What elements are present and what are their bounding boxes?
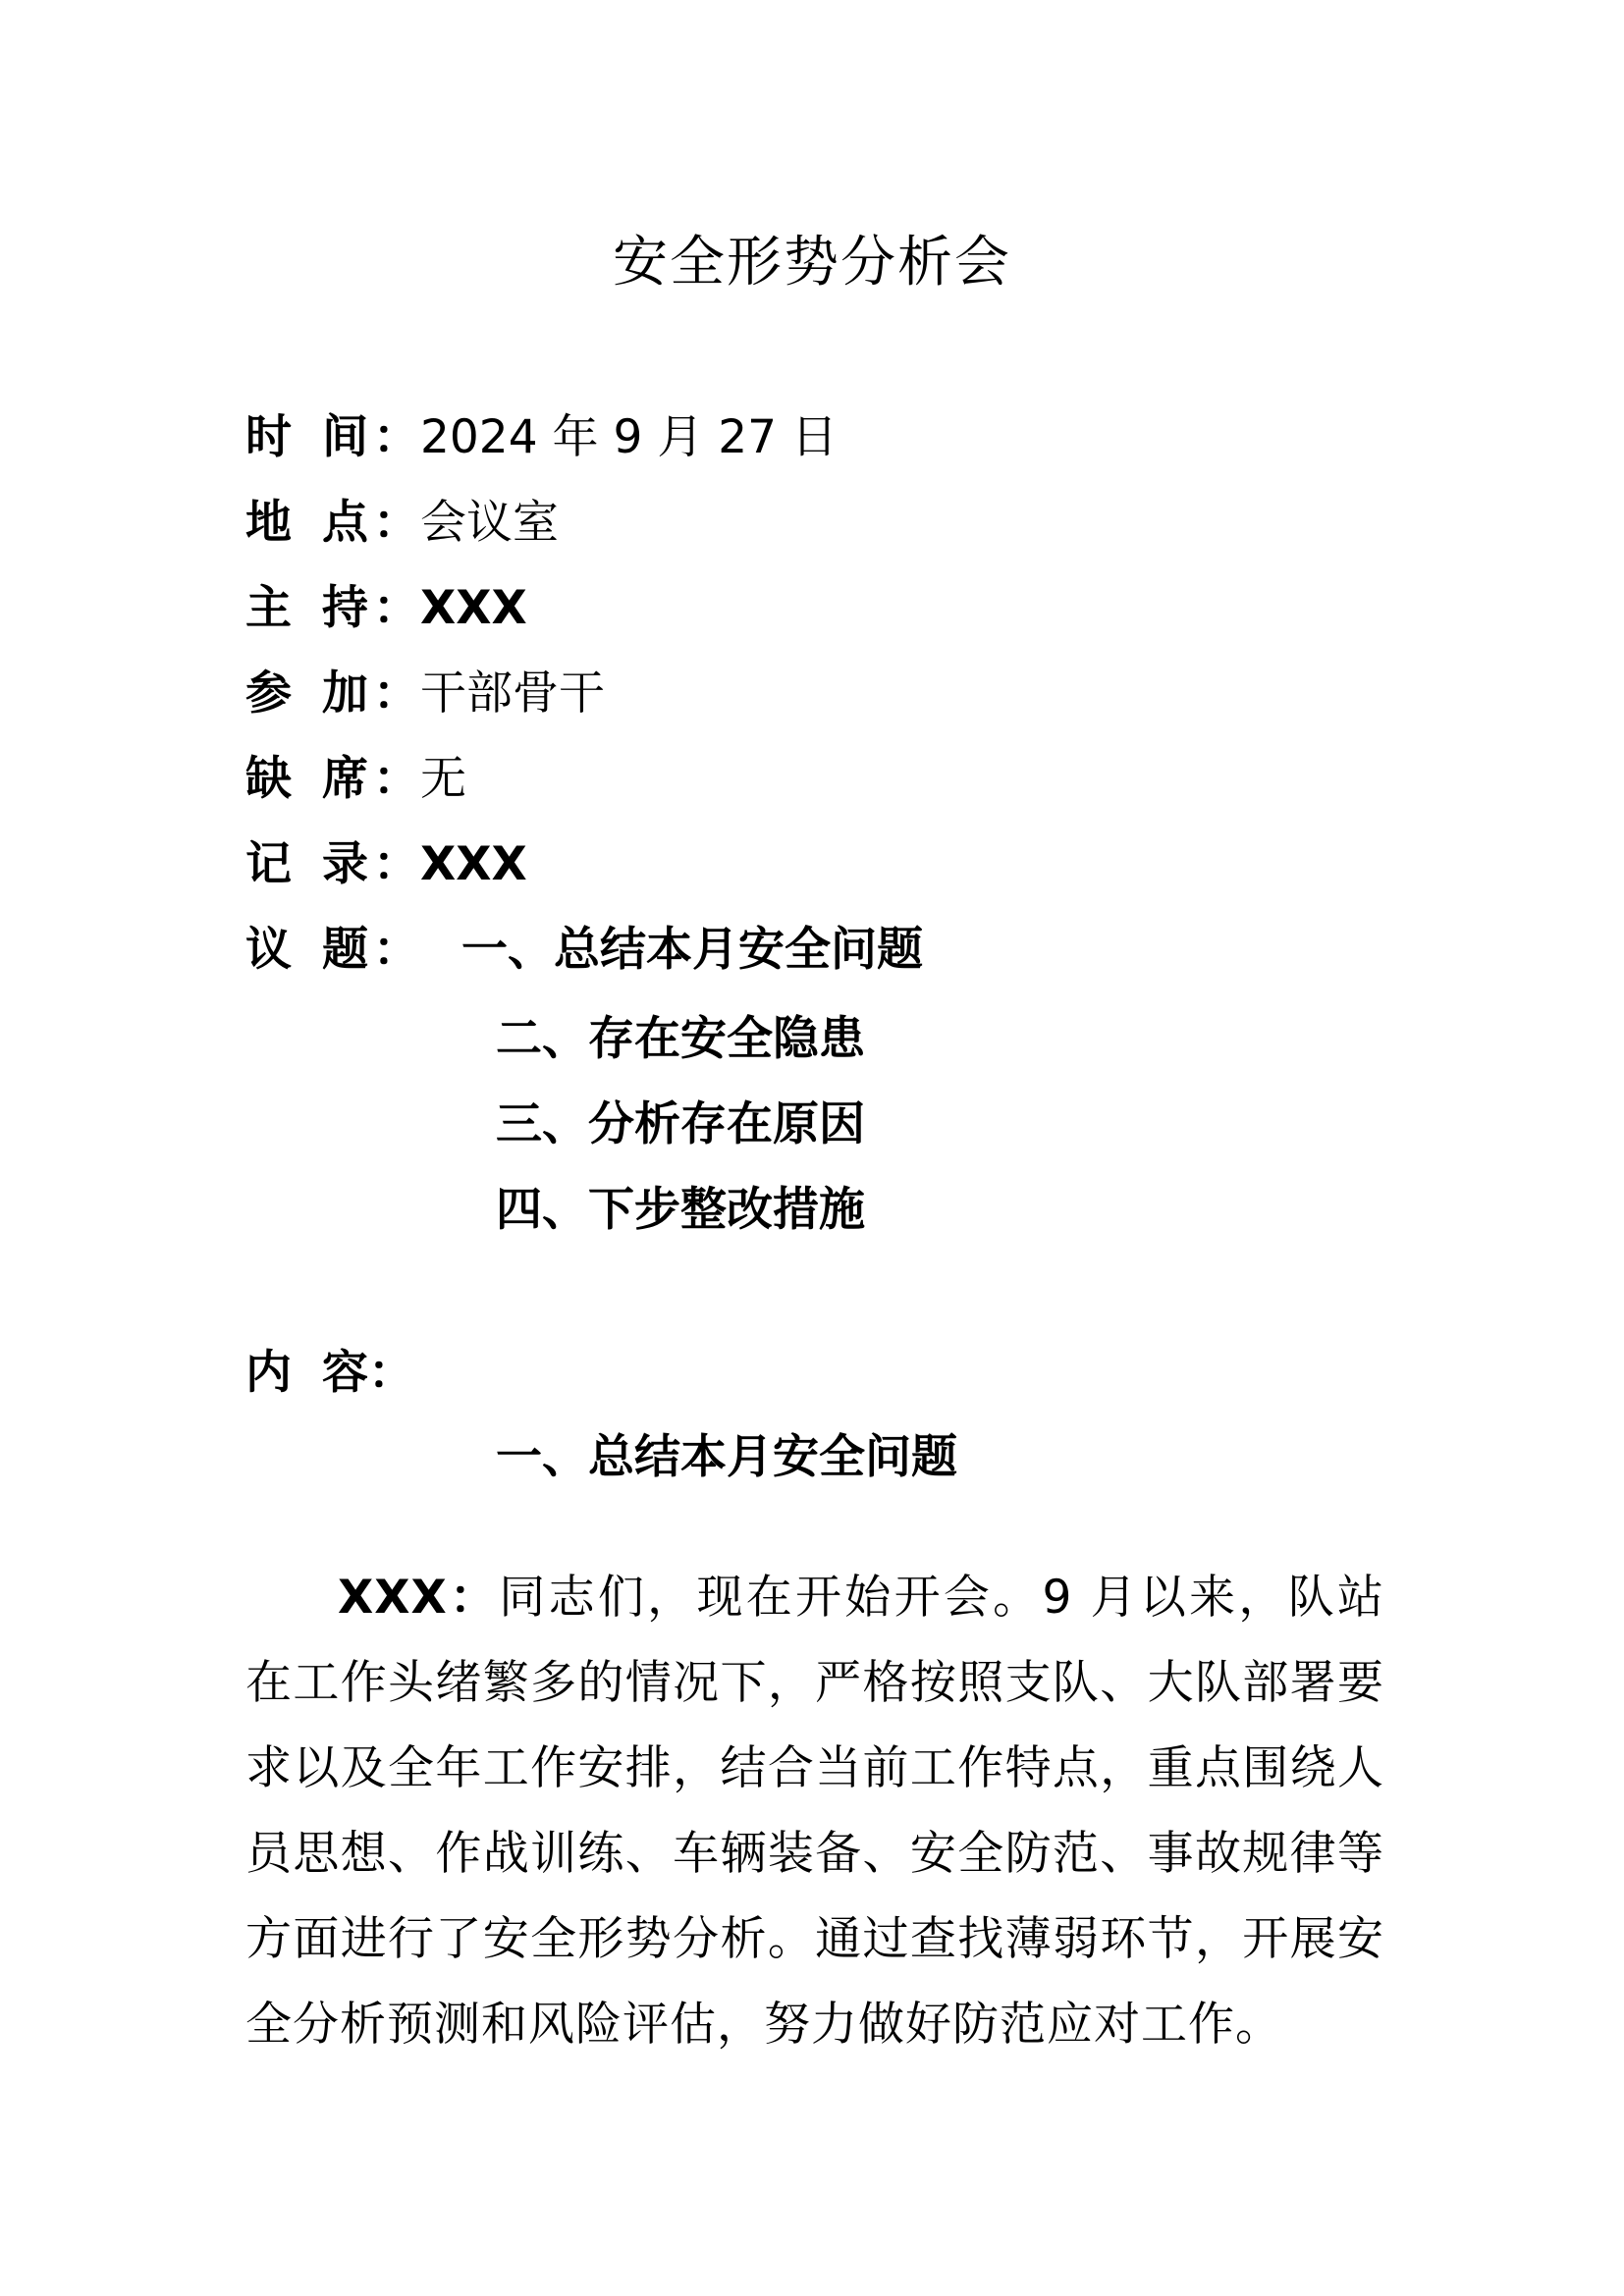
body-paragraph — [245, 1555, 1384, 2067]
agenda-item: 二、存在安全隐患 — [496, 1012, 865, 1066]
meta-label-time: 时 间 ： — [245, 409, 419, 464]
meeting-meta — [245, 395, 1394, 992]
meta-row-agenda — [245, 907, 1394, 992]
meta-row-host — [245, 565, 1394, 651]
meta-label-agenda: 议 题 ： — [245, 922, 419, 977]
meta-row-attendees — [245, 651, 1394, 736]
meta-label-place: 地 点 ： — [245, 495, 419, 550]
agenda-item: 四、下步整改措施 — [496, 1183, 865, 1237]
meta-row-time — [245, 395, 1394, 480]
agenda-item: 一、总结本月安全问题 — [461, 922, 923, 977]
content-label: 内 容： — [245, 1346, 414, 1400]
meta-value-time: 2024 年 9 月 27 日 — [420, 409, 839, 464]
meta-row-absent — [245, 736, 1394, 822]
meta-value-absent: 无 — [420, 751, 466, 806]
meta-label-host: 主 持 ： — [245, 580, 419, 635]
meta-label-recorder: 记 录 ： — [245, 836, 419, 891]
meta-row-place — [245, 480, 1394, 565]
agenda-item: 三、分析存在原因 — [496, 1097, 865, 1151]
meta-row-recorder — [245, 822, 1394, 907]
meta-label-absent: 缺 席 ： — [245, 751, 419, 806]
meta-value-recorder: XXX — [420, 836, 527, 891]
meta-value-host: XXX — [420, 580, 527, 635]
meta-label-attendees: 参 加 ： — [245, 666, 419, 721]
document-title: 安全形势分析会 — [613, 231, 1011, 294]
meta-value-place: 会议室 — [420, 495, 559, 550]
section-heading: 一、总结本月安全问题 — [496, 1430, 957, 1484]
speaker-name: XXX： — [338, 1571, 500, 1625]
meta-value-attendees: 干部骨干 — [420, 666, 605, 721]
paragraph-text: 同志们，现在开始开会。9 月以来，队站在工作头绪繁多的情况下，严格按照支队、大队部署要求以及全年工作安排，结合当前工作特点，重点围绕人员思想、作战训练、车辆装备、安全防范、事故规律等方面进行了安全形势分析。通过查找薄弱环节，开展安全分析预测和风险评估，努力做好防范应对工作。 — [245, 1571, 1385, 2052]
